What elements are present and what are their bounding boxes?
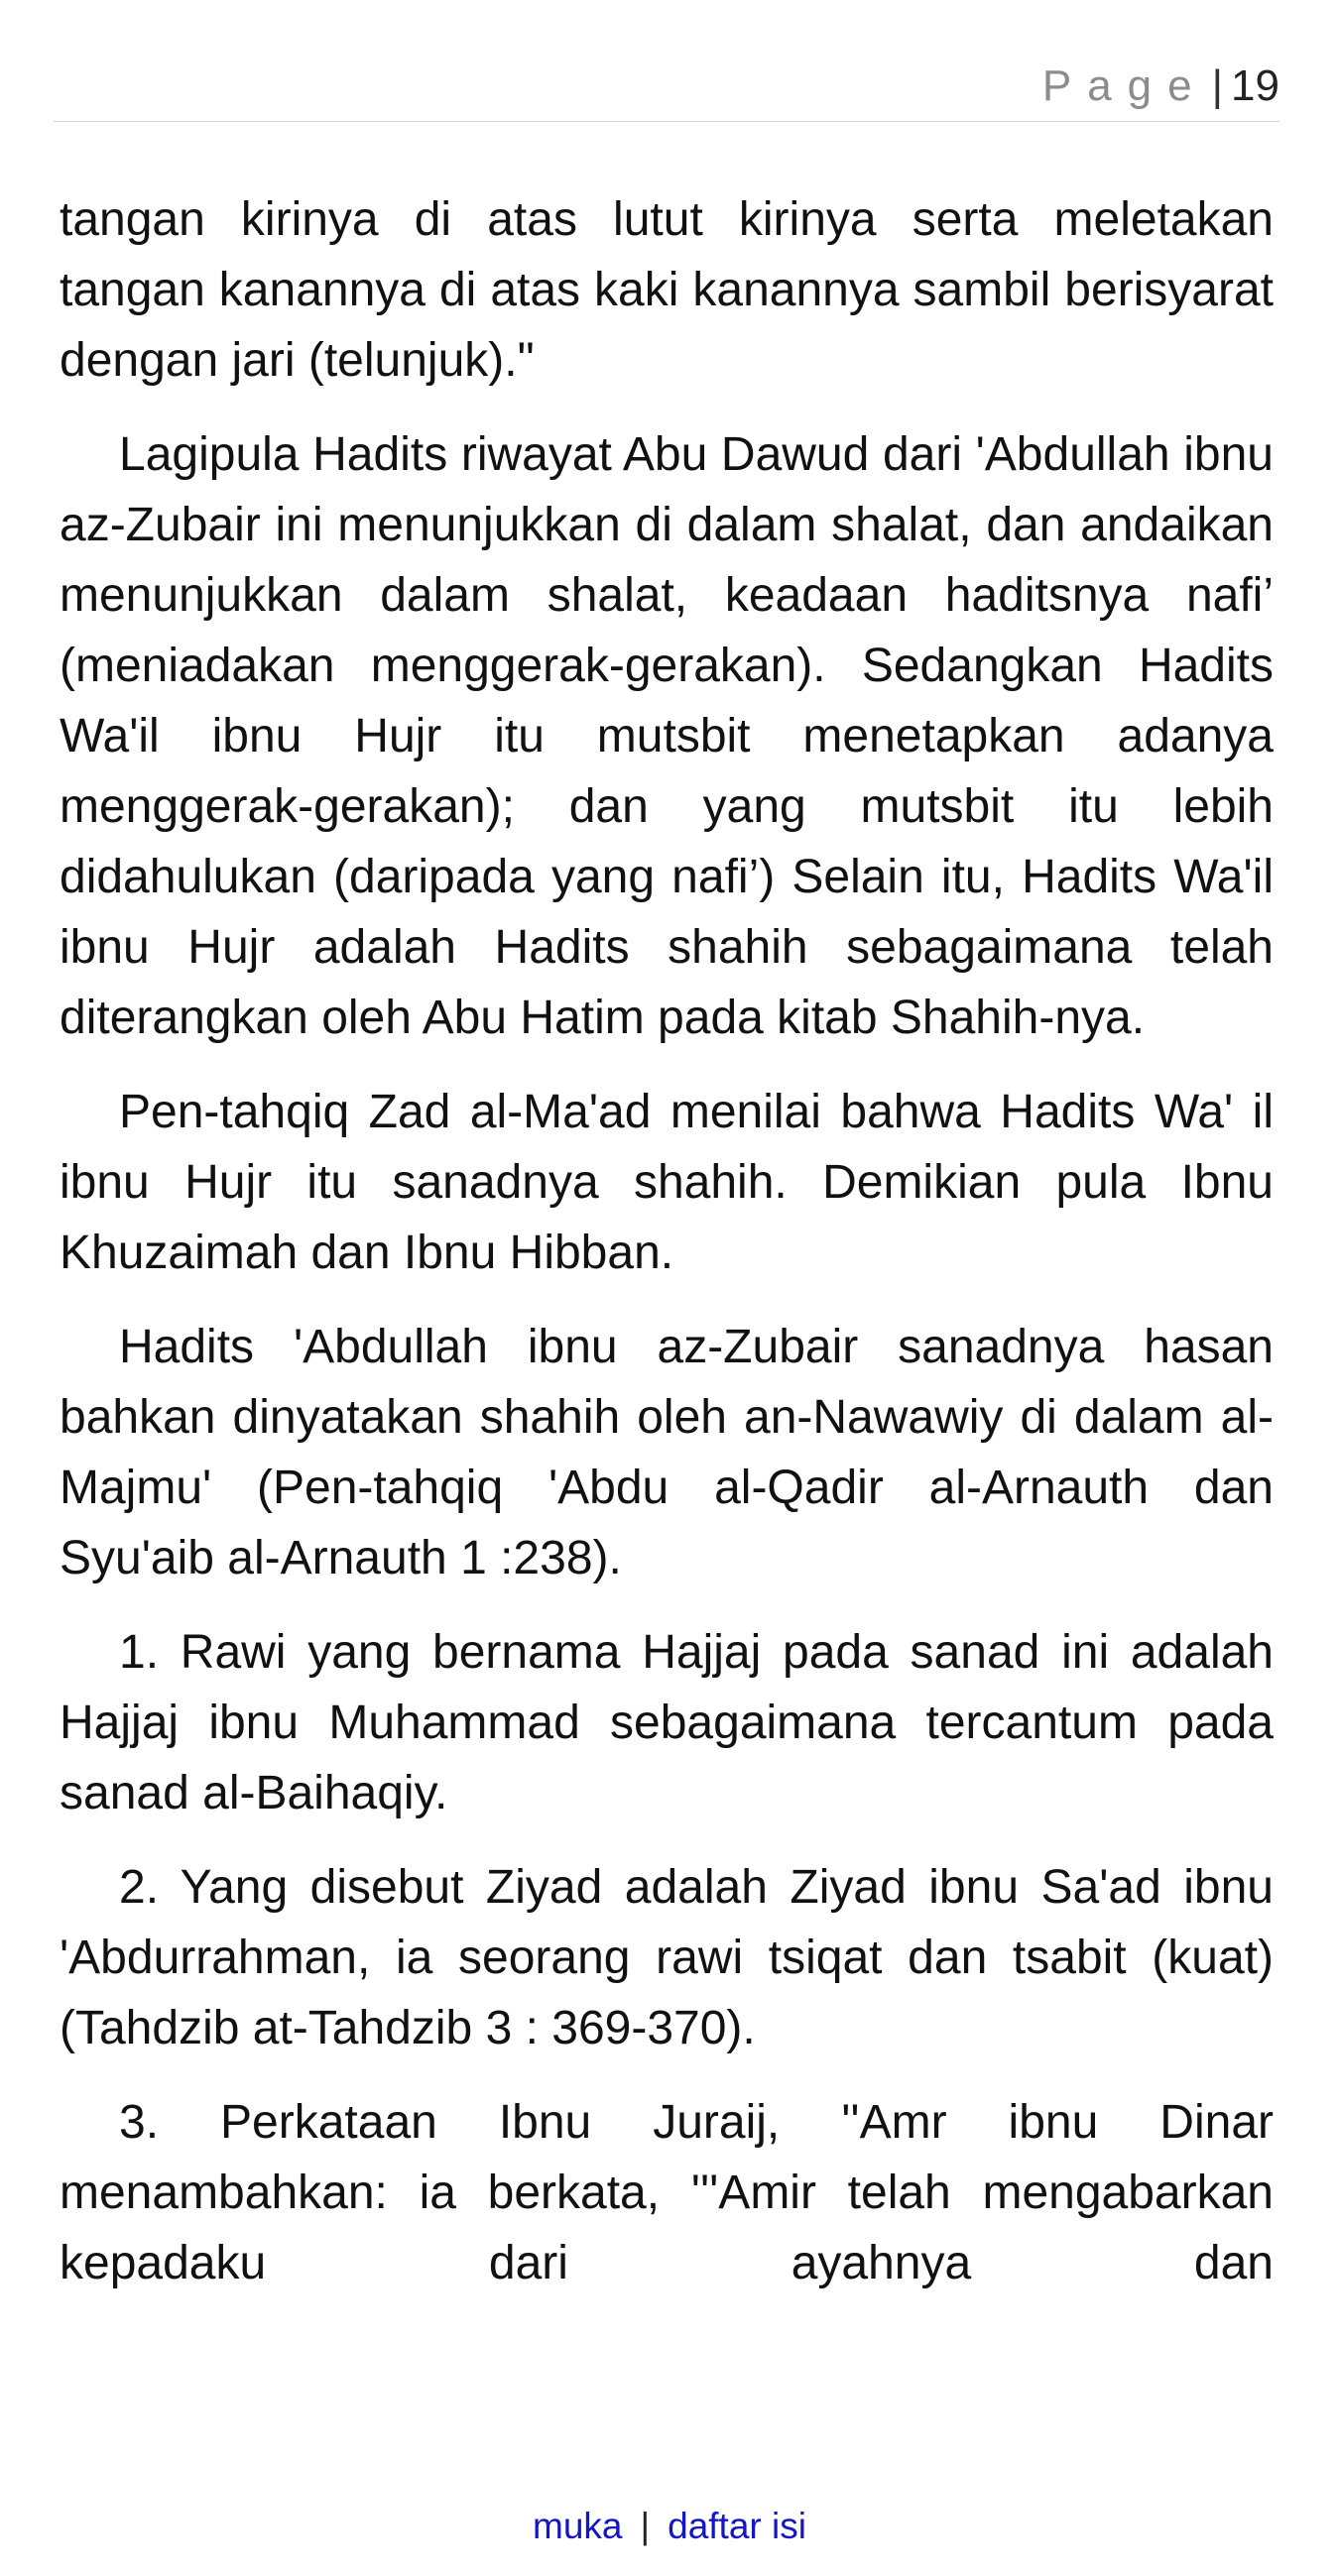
page-number-label (1042, 61, 1279, 111)
footnote-1: 1. Rawi yang bernama Hajjaj pada sanad ini adalah Hajjaj ibnu Muhammad sebagaimana tercantum pada sanad al-Baihaqiy. (60, 1626, 1274, 1819)
paragraph-1: tangan kirinya di atas lutut kirinya serta meletakan tangan kanannya di atas kaki kanannya sambil berisyarat dengan jari (telunjuk)." (60, 193, 1274, 387)
footnote-2: 2. Yang disebut Ziyad adalah Ziyad ibnu Sa'ad ibnu 'Abdurrahman, ia seorang rawi tsiqat dan tsabit (kuat) (Tahdzib at-Tahdzib 3 : 369-370). (60, 1861, 1274, 2054)
table-of-contents-link[interactable]: daftar isi (668, 2506, 806, 2546)
paragraph-2: Lagipula Hadits riwayat Abu Dawud dari 'Abdullah ibnu az-Zubair ini menunjukkan di dalam shalat, dan andaikan menunjukkan dalam shalat, keadaan haditsnya nafi’ (meniadakan menggerak-gerakan). Sedangkan Hadits Wa'il ibnu Hujr itu mutsbit menetapkan adanya menggerak-gerakan); dan yang mutsbit itu lebih didahulukan (daripada yang nafi’) Selain itu, Hadits Wa'il ibnu Hujr adalah Hadits shahih sebagaimana telah diterangkan oleh Abu Hatim pada kitab Shahih-nya. (60, 428, 1274, 1044)
paragraph-3: Pen-tahqiq Zad al-Ma'ad menilai bahwa Hadits Wa' il ibnu Hujr itu sanadnya shahih. Demikian pula Ibnu Khuzaimah dan Ibnu Hibban. (60, 1086, 1274, 1279)
page-number: 19 (1231, 61, 1279, 110)
page-word: Page (1041, 61, 1208, 110)
footnote-3: 3. Perkataan Ibnu Juraij, ''Amr ibnu Dinar menambahkan: ia berkata, '''Amir telah mengabarkan kepadaku dari ayahnya dan (60, 2096, 1274, 2289)
footer-nav (0, 2505, 1339, 2548)
home-link[interactable]: muka (533, 2506, 623, 2546)
page-body (60, 184, 1274, 2298)
paragraph-4: Hadits 'Abdullah ibnu az-Zubair sanadnya hasan bahkan dinyatakan shahih oleh an-Nawawiy di dalam al-Majmu' (Pen-tahqiq 'Abdu al-Qadir al-Arnauth dan Syu'aib al-Arnauth 1 :238). (60, 1321, 1274, 1584)
page-separator: | (1211, 61, 1224, 110)
footer-separator: | (640, 2506, 651, 2546)
page-header (54, 56, 1279, 122)
